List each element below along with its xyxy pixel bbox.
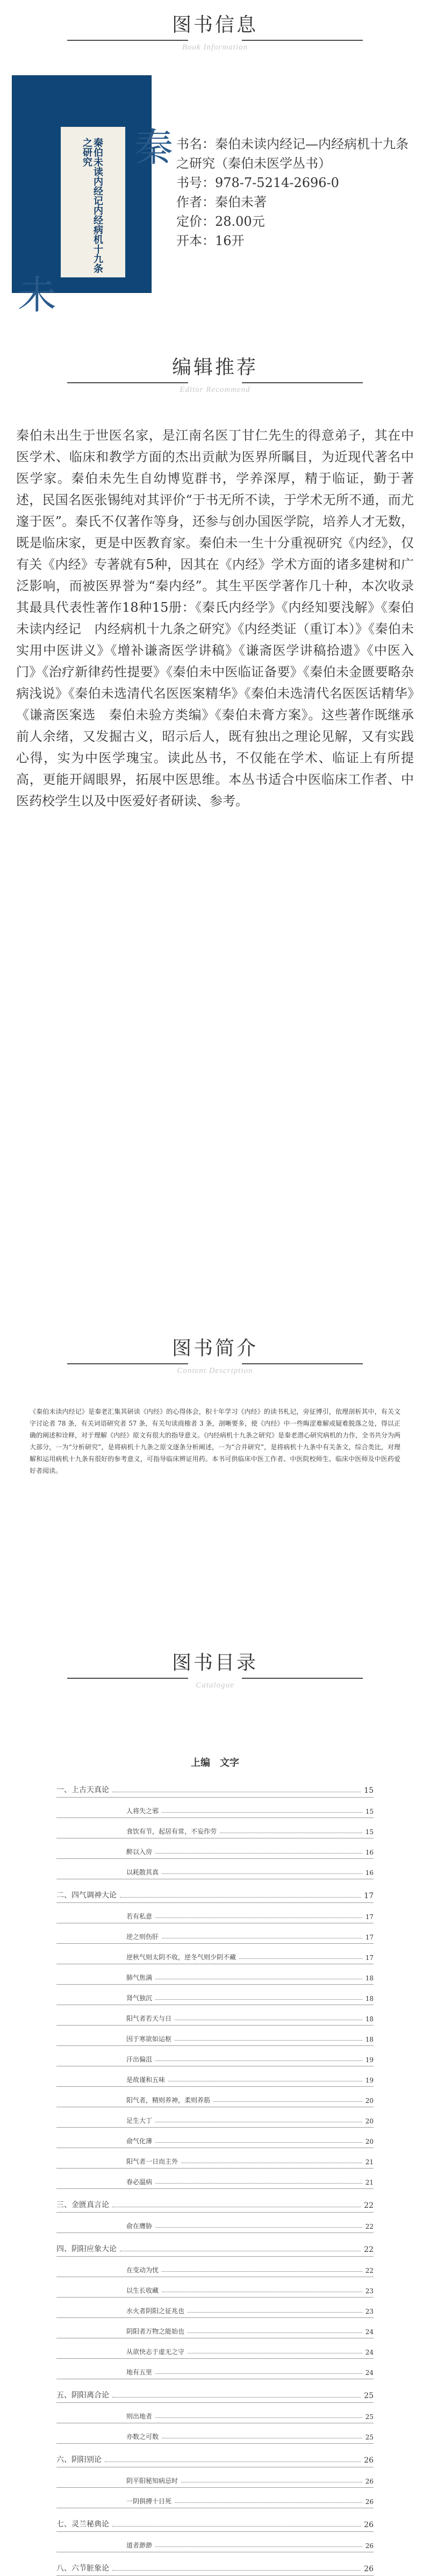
section-header-desc — [0, 1333, 430, 1382]
toc-leader-dots — [155, 2060, 362, 2061]
toc-entry-title: 逆之则伤肝 — [126, 1933, 159, 1941]
toc-entry-row — [56, 2169, 374, 2189]
section-title: 图书简介 — [171, 1337, 258, 1359]
section-header-recommend — [0, 352, 430, 400]
toc-page-number: 24 — [365, 2349, 374, 2356]
toc-entry-title: 俞气化薄 — [126, 2137, 153, 2145]
toc-leader-dots — [120, 1897, 361, 1898]
toc-entry-title: 则出地者 — [126, 2413, 153, 2420]
book-title: 书名：秦伯未读内经记—内经病机十九条之研究（秦伯未医学丛书） — [176, 137, 408, 171]
toc-chapter-row — [56, 1774, 374, 1798]
toc-entry-row — [56, 2298, 374, 2318]
toc-page-number: 18 — [365, 2015, 374, 2023]
toc-leader-dots — [155, 2417, 362, 2418]
toc-leader-dots — [155, 2227, 362, 2228]
toc-entry-title: 三、金匮真言论 — [56, 2201, 109, 2209]
toc-page-number: 24 — [365, 2328, 374, 2336]
section-subtitle: Book Information — [182, 43, 248, 52]
toc-entry-row — [56, 2277, 374, 2298]
toc-chapter-row — [56, 2233, 374, 2257]
recommend-text: 秦伯未出生于世医名家，是江南名医丁甘仁先生的得意弟子，其在中医学术、临床和教学方面的杰出贡献为医界所瞩目，为近现代著名中医学家。秦伯未先生自幼博览群书，学养深厚，精于临证，勤于著述，民国名医张锡纯对其评价“于书无所不读，于学术无所不通，而尤邃于医”。秦氏不仅著作等身，还参与创办国医学院，培养人才无数，既是临床家，更是中医教育家。秦伯未一生十分重视研究《内经》，仅有关《内经》专著就有5种，因其在《内经》学术方面的诸多建树和广泛影响，而被医界誉为“秦内经”。其生平医学著作几十种，本次收录其最具代表性著作18种15册：《秦氏内经学》《内经知要浅解》《秦伯未读内经记 内经病机十九条之研究》《内经类证（重订本）》《秦伯未实用中医讲义》《增补谦斋医学讲稿》《谦斋医学讲稿拾遗》《中医入门》《治疗新律药性提要》《秦伯未中医临证备要》《秦伯未金匮要略杂病浅说》《秦伯未选清代名医医案精华》《秦伯未选清代名医医话精华》《谦斋医案选 秦伯未验方类编》《秦伯未膏方案》。这些著作既继承前人余绪，又发掘古义，昭示后人，既有独出之理论见解，又有实践心得，实为中医学瑰宝。读此丛书，不仅能在学术、临证上有所提高，更能开阔眼界，拓展中医思维。本丛书适合中医临床工作者、中医药校学生以及中医爱好者研读、参考。 — [16, 428, 414, 808]
toc-entry-title: 若有私意 — [126, 1913, 153, 1920]
toc-entry-title: 阳气者一日而主外 — [126, 2158, 178, 2165]
toc-page-number: 23 — [365, 2308, 374, 2315]
toc-leader-dots — [155, 2546, 362, 2547]
toc-page-number: 20 — [365, 2097, 374, 2105]
divider — [242, 1678, 363, 1679]
cover-calligraphy: 秦 — [128, 127, 173, 171]
toc-leader-dots — [112, 2570, 361, 2571]
toc-page-number: 26 — [365, 2498, 374, 2506]
divider — [67, 40, 188, 41]
toc-page-number: 17 — [365, 1934, 374, 1941]
toc-leader-dots — [188, 2312, 362, 2313]
toc-leader-dots — [112, 2397, 361, 2398]
toc-entry-title: 阴平阳秘知病忌时 — [126, 2477, 178, 2485]
toc-leader-dots — [175, 2040, 362, 2041]
section-title: 图书信息 — [171, 14, 258, 36]
toc-page-number: 22 — [364, 2245, 374, 2254]
section-subtitle: Catalogue — [196, 1681, 234, 1690]
book-author: 作者：秦伯未著 — [176, 195, 267, 210]
book-cover-image — [12, 75, 173, 318]
toc-entry-title: 人将失之邪 — [126, 1807, 159, 1815]
cover-title-panel — [61, 127, 125, 277]
toc-leader-dots — [155, 1917, 362, 1918]
toc-entry-row — [56, 2148, 374, 2169]
section-header-catalog — [0, 1648, 430, 1696]
toc-page-number: 15 — [365, 1808, 374, 1815]
toc-page-number: 17 — [364, 1892, 374, 1900]
toc-page-number: 19 — [365, 2077, 374, 2084]
toc-chapter-row — [56, 2444, 374, 2467]
toc-entry-title: 五、阴阳离合论 — [56, 2391, 109, 2400]
toc-page-number: 20 — [365, 2138, 374, 2145]
book-format: 开本：16开 — [176, 233, 245, 248]
toc-leader-dots — [155, 1853, 362, 1854]
toc-entry-row — [56, 1964, 374, 1985]
toc-page-number: 22 — [364, 2201, 374, 2210]
toc-page-number: 18 — [365, 2036, 374, 2043]
toc-leader-dots — [162, 1873, 362, 1874]
toc-entry-title: 以耗散其真 — [126, 1869, 159, 1876]
divider — [67, 1363, 188, 1364]
table-of-contents — [56, 1752, 374, 2576]
toc-page-number: 26 — [364, 2456, 374, 2465]
toc-page-number: 26 — [365, 2542, 374, 2550]
toc-entry-row — [56, 2087, 374, 2107]
toc-list — [56, 1774, 374, 2576]
toc-entry-row — [56, 2213, 374, 2233]
toc-leader-dots — [112, 2526, 361, 2527]
book-price: 定价：28.00元 — [176, 214, 265, 229]
divider — [242, 40, 363, 41]
section-subtitle: Content Description — [177, 1366, 253, 1375]
toc-entry-row — [56, 2403, 374, 2423]
toc-entry-row — [56, 2046, 374, 2066]
toc-entry-title: 足生大丁 — [126, 2117, 153, 2124]
toc-entry-row — [56, 2467, 374, 2488]
toc-leader-dots — [155, 1999, 362, 2000]
toc-page-number: 22 — [365, 2267, 374, 2274]
toc-leader-dots — [155, 2183, 362, 2184]
toc-entry-row — [56, 2128, 374, 2148]
toc-entry-title: 亦数之可数 — [126, 2433, 159, 2441]
toc-entry-title: 在变动为忧 — [126, 2266, 159, 2274]
toc-page-number: 21 — [365, 2179, 374, 2186]
toc-leader-dots — [105, 2461, 361, 2462]
toc-entry-row — [56, 2338, 374, 2359]
toc-leader-dots — [155, 2373, 362, 2374]
toc-page-number: 25 — [364, 2392, 374, 2400]
toc-entry-title: 二、四气调神大论 — [56, 1891, 117, 1900]
toc-page-number: 17 — [365, 1954, 374, 1962]
intro-text: 《秦伯未读内经记》是秦老汇集其研读《内经》的心得体会，积十年学习《内经》的读书札记，旁征博引，依理剖析其中，有关文字讨论者 78 条，有关词语研究者 57 条，有关句读商榷者 3 条，剖晰要多，使《内经》中一些晦涩难解或疑难脱落之处，得以正确的阐述和诠释，对于理解《内经》原文有很大的指导意义。《内经病机十九条之研究》是秦老潜心研究病机的力作，全书共分为两大部分，一为“分析研究”，是将病机十九条之原文逐条分析阐述，一为“合并研究”，是将病机十九条中有关条文，综合类比，对理解和运用病机十九条有很好的参考意义，可指导临床辨证用药。本书可供临床中医工作者、中医院校师生、临床中医师及中医药爱好者阅读。 — [30, 1408, 401, 1475]
divider — [67, 382, 188, 383]
toc-entry-title: 阳气者若天与日 — [126, 2015, 172, 2022]
toc-leader-dots — [162, 2271, 362, 2272]
toc-entry-title: 水火者阴阳之征兆也 — [126, 2307, 185, 2315]
toc-page-number: 15 — [365, 1828, 374, 1836]
cover-calligraphy: 未 — [18, 273, 57, 318]
toc-entry-title: 七、灵兰秘典论 — [56, 2520, 109, 2529]
section-header-info — [0, 10, 430, 58]
toc-entry-row — [56, 2257, 374, 2277]
toc-entry-title: 逆秋气则太阴不收，逆冬气则少阴不藏 — [126, 1954, 236, 1961]
toc-entry-title: 肺气焦满 — [126, 1974, 153, 1981]
toc-leader-dots — [155, 2142, 362, 2143]
toc-entry-title: 阳气者，精则养神，柔则养筋 — [126, 2096, 211, 2104]
toc-entry-title: 一阴俱搏十日死 — [126, 2498, 172, 2505]
toc-entry-row — [56, 1923, 374, 1944]
toc-entry-row — [56, 2005, 374, 2026]
toc-leader-dots — [239, 1958, 362, 1959]
toc-page-number: 26 — [364, 2521, 374, 2529]
divider — [242, 382, 363, 383]
toc-leader-dots — [162, 1812, 362, 1813]
toc-page-number: 22 — [365, 2223, 374, 2230]
toc-entry-title: 春必温病 — [126, 2178, 153, 2186]
toc-page-number: 16 — [365, 1869, 374, 1877]
toc-page-number: 15 — [364, 1786, 374, 1795]
divider — [67, 1678, 188, 1679]
toc-page-number: 23 — [365, 2287, 374, 2295]
toc-leader-dots — [175, 2502, 362, 2503]
toc-entry-row — [56, 2026, 374, 2046]
toc-chapter-row — [56, 2189, 374, 2213]
cover-title: 秦伯未读内经记内经病机十九条之研究 — [81, 138, 103, 273]
toc-page-number: 20 — [365, 2117, 374, 2125]
toc-page-number: 24 — [365, 2369, 374, 2377]
book-info — [176, 134, 413, 251]
toc-page-number: 26 — [365, 2478, 374, 2485]
toc-page-number: 26 — [364, 2565, 374, 2573]
toc-entry-row — [56, 2423, 374, 2444]
toc-entry-title: 以生长收藏 — [126, 2287, 159, 2294]
toc-chapter-row — [56, 2379, 374, 2403]
toc-entry-row — [56, 2066, 374, 2087]
toc-page-number: 21 — [365, 2158, 374, 2166]
toc-page-number: 25 — [365, 2413, 374, 2421]
toc-entry-title: 一、上古天真论 — [56, 1786, 109, 1794]
toc-chapter-row — [56, 1879, 374, 1903]
toc-entry-title: 醉以入房 — [126, 1848, 153, 1856]
toc-entry-title: 汗出偏沮 — [126, 2056, 153, 2063]
toc-entry-title: 八、六节脏象论 — [56, 2564, 109, 2573]
toc-entry-row — [56, 2532, 374, 2552]
toc-entry-title: 地有五里 — [126, 2369, 153, 2376]
book-isbn: 书号：978-7-5214-2696-0 — [176, 175, 339, 190]
toc-leader-dots — [213, 2101, 362, 2102]
toc-entry-title: 食饮有节，起居有常，不妄作劳 — [126, 1828, 217, 1835]
toc-entry-row — [56, 1903, 374, 1923]
toc-entry-row — [56, 1944, 374, 1964]
toc-chapter-row — [56, 2552, 374, 2576]
toc-entry-title: 从欲快志于虚无之守 — [126, 2348, 185, 2356]
toc-entry-row — [56, 2488, 374, 2508]
toc-entry-row — [56, 1985, 374, 2005]
section-title: 编辑推荐 — [171, 356, 258, 378]
toc-entry-title: 肾气独沉 — [126, 1994, 153, 2002]
toc-entry-row — [56, 2107, 374, 2128]
toc-entry-title: 因于寒欲如运枢 — [126, 2035, 172, 2043]
section-title: 图书目录 — [171, 1652, 258, 1674]
toc-entry-row — [56, 1859, 374, 1879]
toc-leader-dots — [188, 2332, 362, 2333]
toc-part-title: 上编 文字 — [191, 1757, 239, 1769]
toc-entry-row — [56, 1818, 374, 1838]
toc-entry-title: 四、阴阳应象大论 — [56, 2245, 117, 2253]
toc-page-number: 18 — [365, 1974, 374, 1982]
toc-entry-title: 是故谨和五味 — [126, 2076, 166, 2084]
toc-chapter-row — [56, 2508, 374, 2532]
toc-page-number: 25 — [365, 2434, 374, 2441]
toc-page-number: 19 — [365, 2056, 374, 2064]
toc-entry-title: 俞在膺胁 — [126, 2222, 153, 2230]
toc-entry-row — [56, 2318, 374, 2338]
toc-page-number: 17 — [365, 1913, 374, 1921]
toc-entry-title: 阴阳者万物之能始也 — [126, 2328, 185, 2335]
toc-entry-row — [56, 2359, 374, 2379]
toc-entry-row — [56, 1798, 374, 1818]
toc-entry-title: 六、阴阳别论 — [56, 2456, 102, 2464]
toc-entry-row — [56, 1838, 374, 1859]
toc-page-number: 16 — [365, 1849, 374, 1856]
toc-page-number: 18 — [365, 1995, 374, 2002]
section-subtitle: Editor Recommend — [180, 385, 250, 394]
toc-entry-title: 道者渺渺 — [126, 2542, 153, 2549]
divider — [242, 1363, 363, 1364]
